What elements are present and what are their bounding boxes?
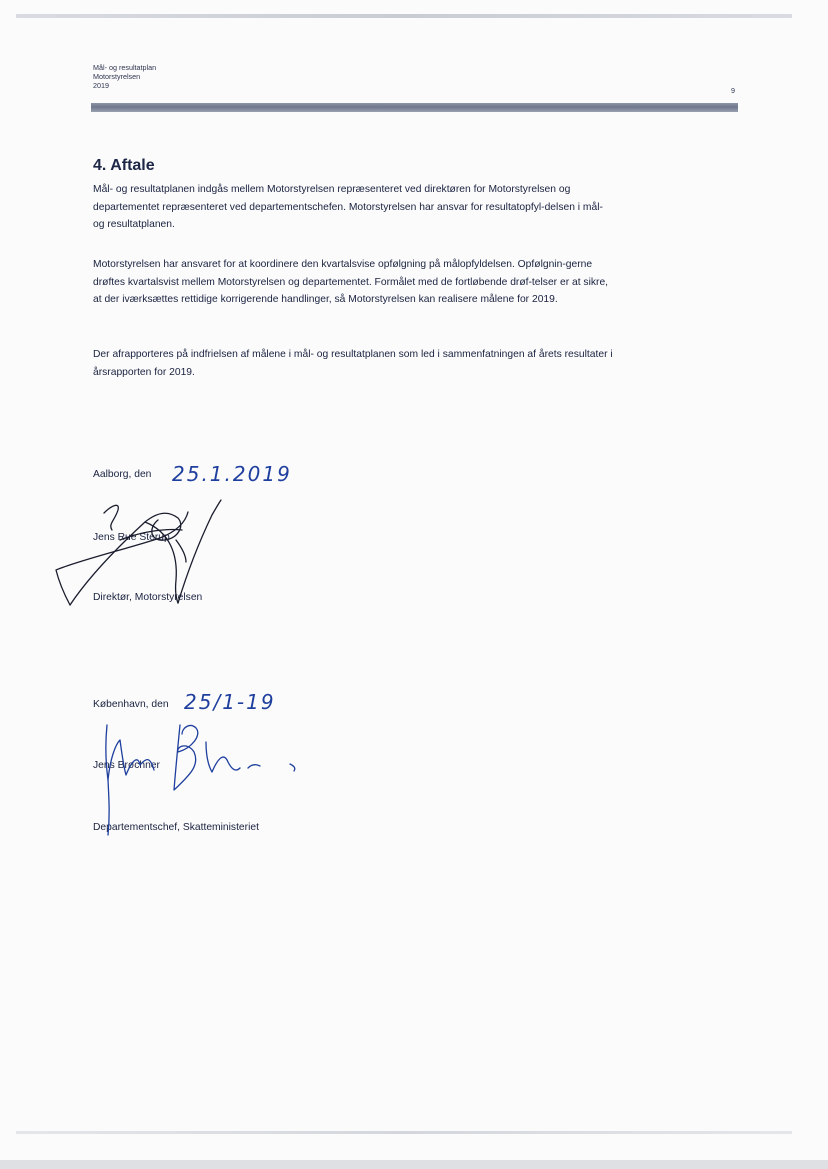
bottom-scan-edge	[0, 1160, 828, 1169]
signature-2-date: 25/1-19	[184, 690, 276, 714]
signature-1-date: 25.1.2019	[172, 462, 292, 486]
signature-2-place: København, den	[93, 699, 169, 710]
header-agency: Motorstyrelsen	[93, 72, 141, 81]
signature-1-place: Aalborg, den	[93, 469, 152, 480]
paragraph-1: Mål- og resultatplanen indgås mellem Motorstyrelsen repræsenteret ved direktøren for Motorstyrelsen og departementet repræsenteret ved departementschefen. Motorstyrelsen har ansvar for resultatopfyl-delsen i mål- og resultatplanen.	[93, 184, 603, 230]
paragraph-2: Motorstyrelsen har ansvaret for at koordinere den kvartalsvise opfølgning på målopfyldelsen. Opfølgnin-gerne drøftes kvartalsvist mellem Motorstyrelsen og departementet. Formålet med de fortløbende drøf-telser er at sikre, at der iværksættes rettidige korrigerende handlinger, så Motorstyrelsen kan realisere målene for 2019.	[93, 259, 609, 305]
signature-2-scribble	[106, 725, 295, 835]
header-year: 2019	[93, 81, 109, 90]
page-number: 9	[731, 86, 735, 95]
paragraph-3: Der afrapporteres på indfrielsen af målene i mål- og resultatplanen som led i sammenfatningen af årets resultater i årsrapporten for 2019.	[93, 349, 613, 378]
header-doc-title: Mål- og resultatplan	[93, 63, 157, 72]
signature-1-name: Jens Rue Sterup	[93, 532, 170, 543]
bottom-scan-line	[16, 1131, 792, 1134]
signature-1-scribble	[56, 500, 221, 605]
signature-1-title: Direktør, Motorstyrelsen	[93, 592, 203, 603]
section-heading: 4. Aftale	[93, 157, 155, 174]
signature-2-name: Jens Brøchner	[93, 760, 160, 771]
signature-2-title: Departementschef, Skatteministeriet	[93, 822, 259, 833]
